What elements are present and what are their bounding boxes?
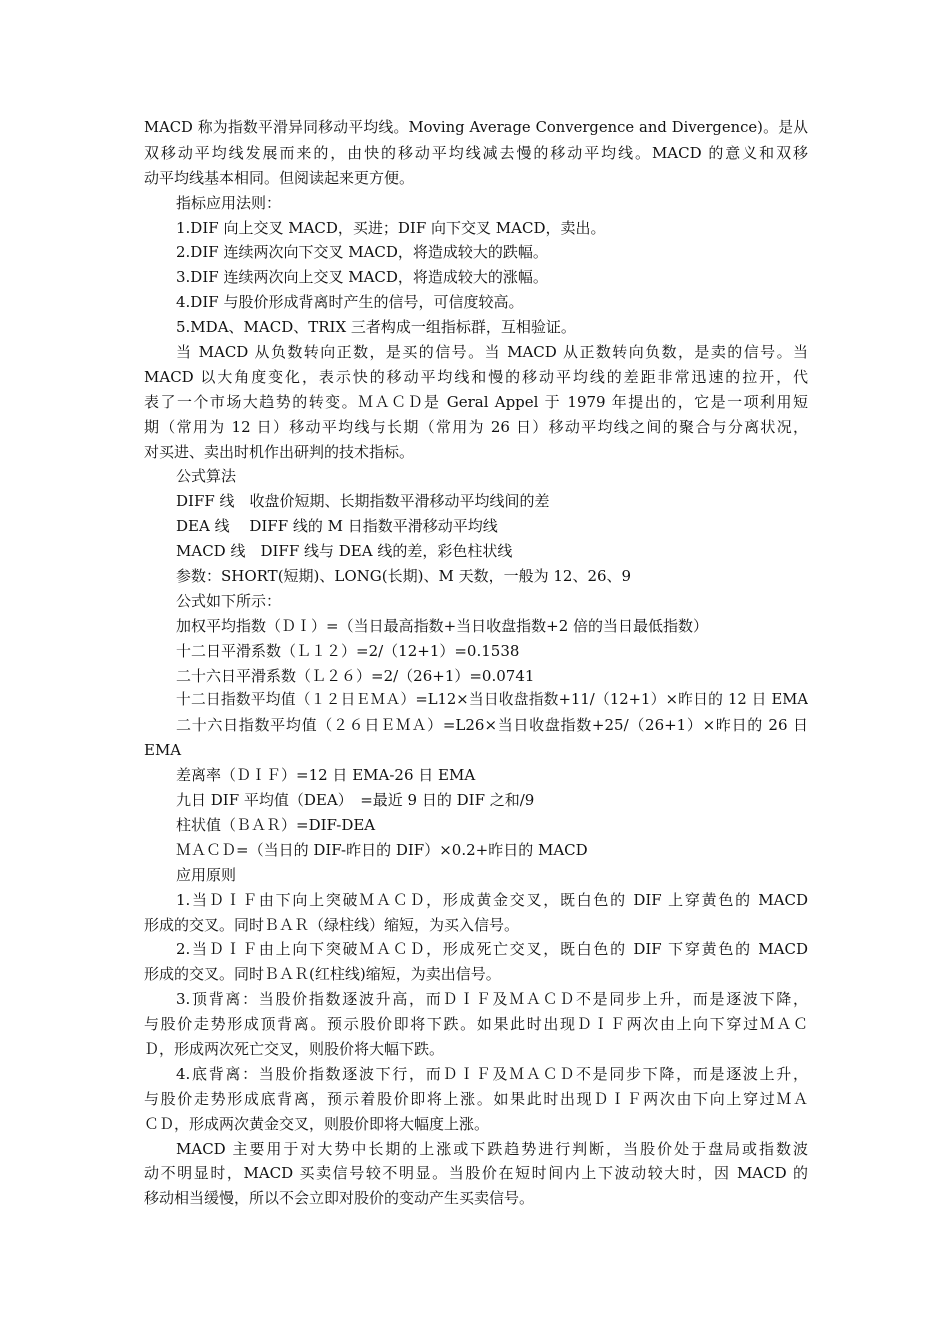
document-body xyxy=(144,116,808,1211)
text-line: 十二日平滑系数（Ｌ１２）=2/（12+1）=0.1538 xyxy=(176,641,520,660)
text-line: 1.DIF 向上交叉 MACD，买进；DIF 向下交叉 MACD，卖出。 xyxy=(176,218,606,237)
text-line: 表了一个市场大趋势的转变。ＭＡＣＤ是 Geral Appel 于 1979 年提出的，它是一项利用短 xyxy=(144,392,808,411)
text-line: 二十六日平滑系数（Ｌ２６）=2/（26+1）=0.0741 xyxy=(176,666,535,685)
text-line: 双移动平均线发展而来的，由快的移动平均线减去慢的移动平均线。MACD 的意义和双移 xyxy=(144,143,808,162)
text-line: 当 MACD 从负数转向正数，是买的信号。当 MACD 从正数转向负数，是卖的信号。当 xyxy=(176,343,808,362)
text-line: MACD 以大角度变化，表示快的移动平均线和慢的移动平均线的差距非常迅速的拉开，代 xyxy=(144,367,808,386)
text-line: 二十六日指数平均值（２６日ＥＭＡ）=L26×当日收盘指数+25/（26+1）×昨日的 26 日 xyxy=(176,716,808,735)
text-line: Ｄ，形成两次死亡交叉，则股价将大幅下跌。 xyxy=(144,1039,445,1058)
text-line: DEA 线 DIFF 线的 M 日指数平滑移动平均线 xyxy=(176,517,498,536)
text-line: DIFF 线 收盘价短期、长期指数平滑移动平均线间的差 xyxy=(176,492,550,511)
text-line: 2.当ＤＩＦ由上向下突破ＭＡＣＤ，形成死亡交叉，既白色的 DIF 下穿黄色的 MACD xyxy=(176,940,808,959)
text-line: MACD 线 DIFF 线与 DEA 线的差，彩色柱状线 xyxy=(176,542,513,561)
text-line: 1.当ＤＩＦ由下向上突破ＭＡＣＤ，形成黄金交叉，既白色的 DIF 上穿黄色的 MACD xyxy=(176,890,808,909)
text-lines xyxy=(144,116,808,1211)
text-line: 动不明显时，MACD 买卖信号较不明显。当股价在短时间内上下波动较大时，因 MACD 的 xyxy=(144,1164,808,1183)
text-line: 与股价走势形成底背离，预示着股价即将上涨。如果此时出现ＤＩＦ两次由下向上穿过ＭＡ xyxy=(144,1089,808,1108)
text-line: 4.DIF 与股价形成背离时产生的信号，可信度较高。 xyxy=(176,293,524,312)
text-line: 对买进、卖出时机作出研判的技术指标。 xyxy=(144,442,415,461)
text-line: 参数：SHORT(短期)、LONG(长期)、M 天数，一般为 12、26、9 xyxy=(176,567,632,586)
text-line: 动平均线基本相同。但阅读起来更方便。 xyxy=(144,168,415,187)
text-line: EMA xyxy=(144,741,182,760)
text-line: 柱状值（ＢＡＲ）=DIF-DEA xyxy=(176,815,376,834)
text-line: 九日 DIF 平均值（DEA） =最近 9 日的 DIF 之和/9 xyxy=(176,791,535,810)
text-line: MACD 主要用于对大势中长期的上涨或下跌趋势进行判断，当股价处于盘局或指数波 xyxy=(176,1139,808,1158)
text-line: ＣＤ，形成两次黄金交叉，则股价即将大幅度上涨。 xyxy=(144,1114,490,1133)
text-line: MACD 称为指数平滑异同移动平均线。Moving Average Convergence and Divergence)。是从 xyxy=(144,119,808,136)
text-line: 5.MDA、MACD、TRIX 三者构成一组指标群，互相验证。 xyxy=(176,318,576,337)
text-line: 加权平均指数（ＤＩ）=（当日最高指数+当日收盘指数+2 倍的当日最低指数） xyxy=(176,616,709,635)
text-line: 应用原则 xyxy=(176,865,237,884)
text-line: 公式算法 xyxy=(176,467,237,486)
text-line: 2.DIF 连续两次向下交叉 MACD，将造成较大的跌幅。 xyxy=(176,243,548,262)
text-line: 3.DIF 连续两次向上交叉 MACD，将造成较大的涨幅。 xyxy=(176,268,548,287)
text-line: 期（常用为 12 日）移动平均线与长期（常用为 26 日）移动平均线之间的聚合与分离状况， xyxy=(144,417,808,436)
text-line: ＭＡＣＤ=（当日的 DIF-昨日的 DIF）×0.2+昨日的 MACD xyxy=(176,840,588,859)
text-line: 移动相当缓慢，所以不会立即对股价的变动产生买卖信号。 xyxy=(144,1189,535,1208)
text-line: 指标应用法则： xyxy=(176,193,282,212)
text-line: 十二日指数平均值（１２日ＥＭＡ）=L12×当日收盘指数+11/（12+1）×昨日的 12 日 EMA xyxy=(176,691,808,709)
text-line: 3.顶背离：当股价指数逐波升高，而ＤＩＦ及ＭＡＣＤ不是同步上升，而是逐波下降， xyxy=(176,990,808,1009)
text-line: 公式如下所示： xyxy=(176,591,282,610)
text-line: 与股价走势形成顶背离。预示股价即将下跌。如果此时出现ＤＩＦ两次由上向下穿过ＭＡＣ xyxy=(144,1015,808,1034)
text-line: 4.底背离：当股价指数逐波下行，而ＤＩＦ及ＭＡＣＤ不是同步下降，而是逐波上升， xyxy=(176,1064,808,1083)
text-line: 形成的交叉。同时ＢＡＲ（绿柱线）缩短，为买入信号。 xyxy=(144,915,520,934)
text-line: 形成的交叉。同时ＢＡＲ(红柱线)缩短，为卖出信号。 xyxy=(144,965,501,984)
text-line: 差离率（ＤＩＦ）=12 日 EMA-26 日 EMA xyxy=(176,766,476,785)
